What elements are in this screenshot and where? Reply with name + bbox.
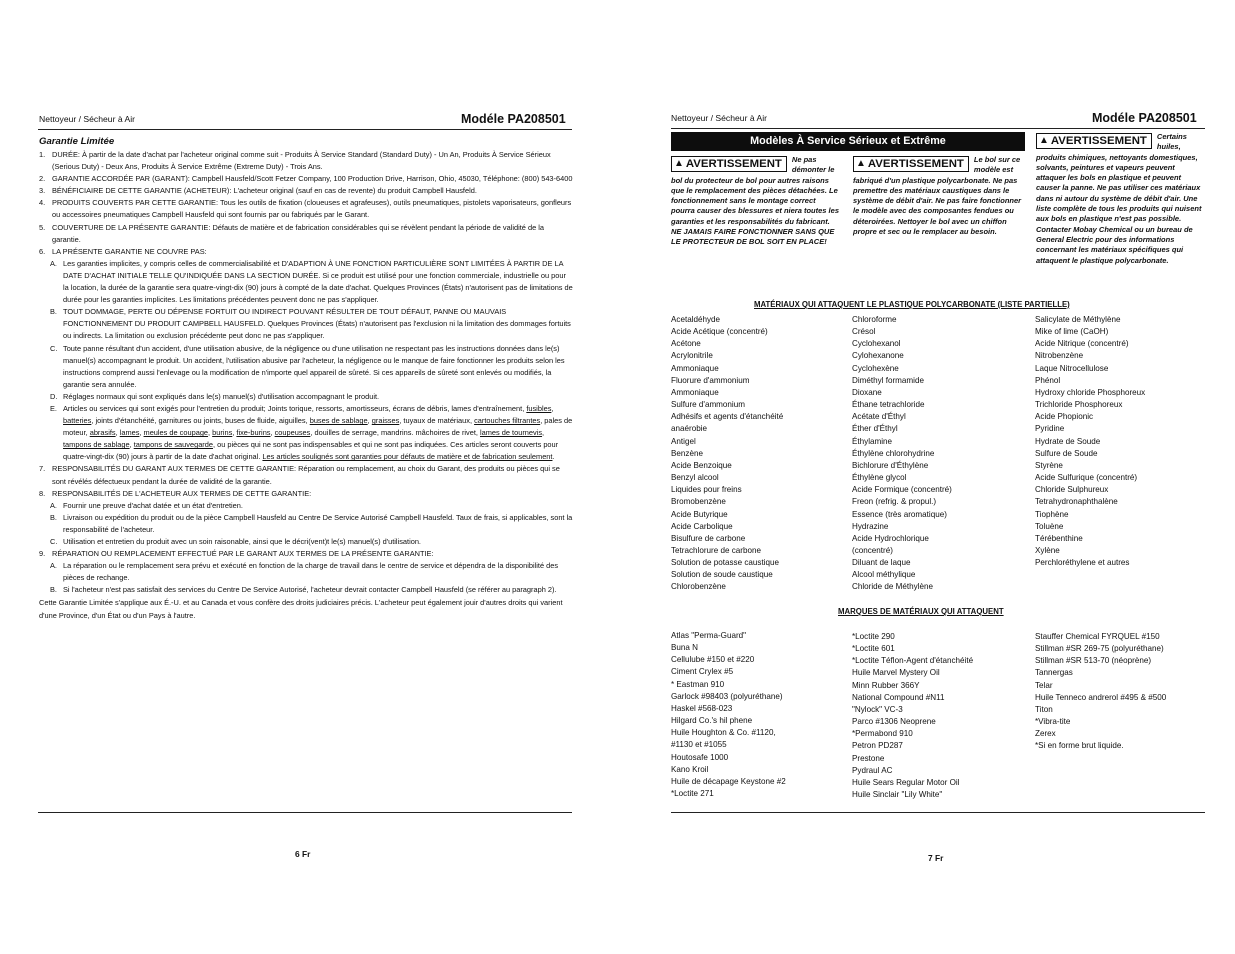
material-item: Éthylène chlorohydrine (852, 448, 935, 458)
warranty-subitem: C. Utilisation et entretien du produit avec un soin raisonable, ainsi que le décri(vent)t le(s) manuel(s) d'utilisation. (50, 537, 421, 546)
brand-item: #1130 et #1055 (671, 740, 727, 750)
header-title: Nettoyeur / Sécheur à Air (671, 113, 768, 123)
material-item: anaérobie (671, 424, 708, 434)
brand-item: Minn Rubber 366Y (852, 680, 920, 690)
brand-item: *Loctite 271 (671, 789, 714, 799)
materials-column-3 (1035, 314, 1145, 569)
warning-block-3 (1036, 132, 1204, 266)
brand-item: Cellulube #150 et #220 (671, 655, 755, 665)
brand-item: Huile Sinclair "Lily White" (852, 790, 943, 800)
brand-item: *Loctite Téflon-Agent d'étanchéité (852, 656, 974, 666)
warranty-subitem: B. TOUT DOMMAGE, PERTE OU DÉPENSE FORTUIT OU INDIRECT POUVANT RÉSULTER DE TOUT DÉFAUT, PANNE OU MAUVAIS FONCTIONNEMENT DU PRODUIT CAMPBELL HAUSFELD. Quelques Provinces (États) n'autorisent pas l'exclusion ni la limitation des dommages fortuits ou indirects. La limitation ou exclusion précédente peut donc ne pas s'appliquer. (50, 307, 571, 341)
material-item: Térébenthine (1035, 533, 1083, 543)
brands-column-2 (852, 631, 973, 801)
warranty-subitem: B. Livraison ou expédition du produit ou de la pièce Campbell Hausfeld au Centre De Service Autorisé Campbell Hausfeld. Taux de frais, si applicables, sont la responsabilité de l'acheteur. (50, 512, 573, 534)
material-item: Tetrahydronaphthalène (1035, 497, 1118, 507)
material-item: Cyclohexanol (852, 339, 901, 349)
brand-item: *Loctite 601 (852, 644, 895, 654)
warranty-item: 3. BÉNÉFICIAIRE DE CETTE GARANTIE (ACHETEUR): L'acheteur original (sauf en cas de revente) du produit Campbell Hausfeld. (39, 186, 477, 196)
brand-item: Huile Tenneco andrerol #495 & #500 (1035, 692, 1167, 702)
material-item: Hydrazine (852, 521, 889, 531)
warranty-item: 8. RESPONSABILITÉS DE L'ACHETEUR AUX TERMES DE CETTE GARANTIE: (39, 488, 312, 498)
material-item: Acide Butyrique (671, 509, 728, 519)
material-item: Solution de potasse caustique (671, 558, 779, 568)
materials-column-2 (852, 314, 952, 594)
material-item: Acide Carbolique (671, 521, 733, 531)
footer-rule (38, 812, 572, 813)
page-left (0, 0, 610, 954)
material-item: Solution de soude caustique (671, 570, 773, 580)
material-item: Acide Phopionic (1035, 412, 1094, 422)
warning-badge: ▲ AVERTISSEMENT (671, 156, 787, 172)
material-item: Salicylate de Méthylène (1035, 315, 1121, 324)
brand-item: Prestone (852, 753, 885, 763)
material-item: Bichlorure d'Éthylène (852, 460, 929, 470)
warranty-subitem: B. Si l'acheteur n'est pas satisfait des services du Centre De Service Autorisé, l'acheteur devrait contacter Campbell Hausfeld (se référer au paragraph 2). (50, 585, 557, 595)
material-item: Laque Nitrocellulose (1035, 363, 1109, 373)
header-title: Nettoyeur / Sécheur à Air (39, 114, 136, 124)
material-item: Acrylonitrile (671, 351, 713, 361)
brand-item: Petron PD287 (852, 741, 903, 751)
material-item: Chlorobenzène (671, 582, 726, 592)
warning-badge: ▲ AVERTISSEMENT (853, 156, 969, 172)
brands-column-3 (1035, 631, 1166, 753)
brands-title: MARQUES DE MATÉRIAUX QUI ATTAQUENT (838, 607, 1004, 616)
warranty-item: 6. LA PRÉSENTE GARANTIE NE COUVRE PAS: (39, 246, 207, 256)
material-item: Acide Formique (concentré) (852, 485, 952, 495)
material-item: Acide Nitrique (concentré) (1035, 339, 1129, 349)
brand-item: Huile de décapage Keystone #2 (671, 776, 786, 786)
warranty-subitem: D. Réglages normaux qui sont expliqués dans le(s) manuel(s) d'utilisation accompagnant le produit. (50, 391, 380, 401)
page-right (610, 0, 1235, 954)
material-item: Diluant de laque (852, 558, 911, 568)
material-item: Fluorure d'ammonium (671, 375, 750, 385)
material-item: Adhésifs et agents d'étanchéité (671, 412, 784, 422)
material-item: Cylohexanone (852, 351, 904, 361)
warranty-item: 1. DURÉE: À partir de la date d'achat par l'acheteur original comme suit - Produits À Service Standard (Standard Duty) - Un An, Produits À Service Sérieux (Serious Duty) - Deux Ans, Produits À Service Extrême (Extreme Duty) - Trois Ans. (39, 150, 551, 172)
material-item: Benzyl alcool (671, 473, 719, 483)
brand-item: Hilgard Co.'s hil phene (671, 716, 753, 726)
material-item: Crésol (852, 327, 876, 337)
material-item: Acetaldéhyde (671, 315, 721, 324)
material-item: Nitrobenzène (1035, 351, 1084, 361)
material-item: Hydroxy chloride Phosphoreux (1035, 387, 1146, 397)
warranty-item: 5. COUVERTURE DE LA PRÉSENTE GARANTIE: Défauts de matière et de fabrication considérables qui se révèlent pendant la période de validité de la garantie. (39, 222, 544, 244)
material-item: Essence (très aromatique) (852, 509, 947, 519)
material-item: Acide Hydrochlorique (852, 533, 929, 543)
material-item: Chloride de Méthylène (852, 582, 933, 592)
warranty-item-9: 9. RÉPARATION OU REMPLACEMENT EFFECTUÉ PAR LE GARANT AUX TERMES DE LA PRÉSENTE GARANTIE: (39, 549, 434, 559)
warranty-item: 2. GARANTIE ACCORDÉE PAR (GARANT): Campbell Hausfeld/Scott Fetzer Company, 100 Production Drive, Harrison, Ohio, 45030, Téléphone: (800) 543-6400 (39, 174, 573, 184)
warranty-subitem: C. Toute panne résultant d'un accident, d'une utilisation abusive, de la négligence ou d'une utilisation ne respectant pas les instructions données dans le(s) manuel(s) accompagnant le produit. Un accident, l'utilisation abusive par l'acheteur, la négligence ou le manque de faire fonctionner les produits selon les instructions comprend aussi l'enlevage ou la modification de n'importe quel appareil de sûreté. Si ces appareils de sûreté sont enlevés ou modifiés, la garantie sera annulée. (50, 343, 565, 389)
materials-column-1 (671, 314, 783, 594)
material-item: Alcool méthylique (852, 570, 916, 580)
material-item: Acide Acétique (concentré) (671, 327, 768, 337)
brand-item: Telar (1035, 680, 1053, 690)
brand-item: Stillman #SR 513-70 (néoprène) (1035, 656, 1152, 666)
brand-item: Parco #1306 Neoprene (852, 717, 936, 727)
warning-badge: ▲ AVERTISSEMENT (1036, 133, 1152, 149)
warranty-title: Garantie Limitée (39, 136, 115, 147)
warranty-final: Cette Garantie Limitée s'applique aux É.-U. et au Canada et vous confère des droits judiciaires précis. L'acheteur peut également jouir d'autres droits qui varient d'une Province, d'un État ou d'un Pays à l'autre. (39, 598, 563, 620)
material-item: Tetrachlorure de carbone (671, 545, 761, 555)
warning-triangle-icon: ▲ (1039, 135, 1049, 146)
material-item: Pyridine (1035, 424, 1065, 434)
material-item: Liquides pour freins (671, 485, 742, 495)
material-item: Chloride Sulphureux (1035, 485, 1109, 495)
brand-item: Stauffer Chemical FYRQUEL #150 (1035, 632, 1160, 641)
material-item: Acétate d'Éthyl (852, 412, 906, 422)
page-number: 6 Fr (295, 849, 311, 859)
brand-item: Huile Sears Regular Motor Oil (852, 777, 960, 787)
brand-item: "Nylock" VC-3 (852, 704, 903, 714)
material-item: Chloroforme (852, 315, 897, 324)
material-item: Ammoniaque (671, 387, 719, 397)
header-rule (38, 129, 572, 130)
material-item: Perchloréthylene et autres (1035, 558, 1130, 568)
brand-item: Titon (1035, 704, 1053, 714)
material-item: Sulfure de Soude (1035, 448, 1098, 458)
brand-item: Huile Houghton & Co. #1120, (671, 728, 776, 738)
brand-item: Atlas "Perma-Guard" (671, 631, 747, 640)
service-banner: Modèles À Service Sérieux et Extrême (671, 132, 1025, 151)
material-item: Éther d'Éthyl (852, 424, 898, 434)
brand-item: Houtosafe 1000 (671, 752, 729, 762)
material-item: Acétone (671, 339, 701, 349)
material-item: Benzène (671, 448, 703, 458)
material-item: Antigel (671, 436, 696, 446)
material-item: Éthane tetrachloride (852, 400, 925, 410)
brand-item: *Permabond 910 (852, 729, 913, 739)
material-item: Diméthyl formamide (852, 375, 924, 385)
material-item: Dioxane (852, 387, 882, 397)
material-item: Bisulfure de carbone (671, 533, 746, 543)
footer-rule (671, 812, 1205, 813)
brand-item: *Vibra-tite (1035, 717, 1071, 727)
warning-text: Le bol sur ce modèle est fabriqué d'un plastique polycarbonate. Ne pas premettre des matériaux caustiques dans le système de débit d'air. Ne pas faire fonctionner le modèle avec des composantes fendues ou déteroirées. Nettoyer le bol avec un chiffon propre et sec ou le remplacer au besoin. (853, 155, 1022, 237)
material-item: Freon (refrig. & propul.) (852, 497, 937, 507)
warranty-section (39, 135, 573, 622)
warning-text: Certains huiles, produits chimiques, nettoyants domestiques, solvants, peintures et vapeurs peuvent attaquer les bols en plastique et peuvent causer la panne. Ne pas utiliser ces matériaux dans ni autour du système de débit d'air. Une liste complète de tous les produits qui nuisent aux bols en plastique n'est pas possible. Contacter Mobay Chemical ou un bureau de General Electric pour des informations concernant les matériaux spécifiques qui attaquent le plastique polycarbonate. (1036, 132, 1202, 265)
warranty-item: 7. RESPONSABILITÉS DU GARANT AUX TERMES DE CETTE GARANTIE: Réparation ou remplacement, au choix du Garant, des produits ou pièces qui se sont révélés défectueux pendant la durée de validité de la garantie. (39, 464, 560, 486)
material-item: Styrène (1035, 460, 1063, 470)
material-item: Éthylamine (852, 436, 893, 446)
material-item: Sulfure d'ammonium (671, 400, 745, 410)
warranty-item-6e: E. Articles ou services qui sont exigés pour l'entretien du produit; Joints torique, ressorts, amortisseurs, écrans de débris, lames d'entraînement, fusibles, batteries, joints d'étanchéité, garnitures ou joints, buses de fluide, aiguilles, buses de sablage, graisses, tuyaux de matériaux, cartouches filtrantes, pales de moteur, abrasifs, lames, meules de coupage, burins, fixe-burins, coupeuses, douilles de serrage, mandrins. mâchoires de rivet, lames de tournevis, tampons de sablage, tampons de sauvegarde, ou pièces qui ne sont pas indispensables et qui ne sont pas indiquées. Ces articles seront couverts pour quatre-vingt-dix (90) jours à partir de la date d'achat original. Les articles soulignés sont garanties pour défauts de matière et de fabrication seulement. (50, 403, 573, 462)
material-item: Hydrate de Soude (1035, 436, 1101, 446)
material-item: Éthylène glycol (852, 473, 907, 483)
warranty-subitem: A. La réparation ou le remplacement sera prévu et exécuté en fonction de la charge de travail dans le centre de service et dépendra de la disponibilité des pièces de rechange. (50, 561, 559, 583)
material-item: Xylène (1035, 545, 1060, 555)
material-item: Acide Sulfurique (concentré) (1035, 473, 1138, 483)
brand-item: Ciment Crylex #5 (671, 667, 734, 677)
brand-item: National Compound #N11 (852, 692, 945, 702)
warning-triangle-icon: ▲ (856, 158, 866, 169)
warning-triangle-icon: ▲ (674, 158, 684, 169)
brand-item: Zerex (1035, 729, 1056, 739)
brand-item: Huile Marvel Mystery Oil (852, 668, 940, 678)
material-item: Toluène (1035, 521, 1064, 531)
header-rule (671, 128, 1205, 129)
material-item: Ammoniaque (671, 363, 719, 373)
brand-item: Pydraul AC (852, 765, 893, 775)
brands-column-1 (671, 630, 786, 800)
header-model: Modéle PA208501 (461, 112, 566, 126)
material-item: Acide Benzoique (671, 460, 732, 470)
brand-item: *Loctite 290 (852, 632, 895, 641)
material-item: Cyclohexène (852, 363, 899, 373)
brand-item: Tannergas (1035, 668, 1073, 678)
brand-item: Haskel #568-023 (671, 703, 733, 713)
warranty-item: 4. PRODUITS COUVERTS PAR CETTE GARANTIE: Tous les outils de fixation (cloueuses et agrafeuses), outils pneumatiques, pistolets vaporisateurs, gonfleurs ou accessoires pneumatiques Campbell Hausfeld qui sont fournis par ou fabriqués par le Garant. (39, 198, 572, 220)
material-item: Tiophène (1035, 509, 1069, 519)
brand-item: Garlock #98403 (polyuréthane) (671, 691, 783, 701)
brand-item: Stillman #SR 269-75 (polyuréthane) (1035, 644, 1164, 654)
warning-text: Ne pas démonter le bol du protecteur de bol pour autres raisons que le remplacement des pièces détachées. Le fonctionnement sans le montage correct pourra causer des blessures et niera toutes les garanties et les responsabilités du fabricant. NE JAMAIS FAIRE FONCTIONNER SANS QUE LE PROTECTEUR DE BOL SOIT EN PLACE! (671, 155, 839, 247)
header-model: Modéle PA208501 (1092, 111, 1197, 125)
brand-item: * Eastman 910 (671, 679, 725, 689)
brand-item: *Si en forme brut liquide. (1035, 741, 1124, 751)
brand-item: Buna N (671, 643, 698, 653)
warning-block-1 (671, 155, 839, 248)
warranty-subitem: A. Fournir une preuve d'achat datée et un état d'entretien. (50, 500, 243, 510)
material-item: Phénol (1035, 375, 1061, 385)
materials-title: MATÉRIAUX QUI ATTAQUENT LE PLASTIQUE POLYCARBONATE (LISTE PARTIELLE) (754, 300, 1070, 309)
material-item: Mike of lime (CaOH) (1035, 327, 1109, 337)
warning-block-2 (853, 155, 1023, 237)
page-number: 7 Fr (928, 853, 944, 863)
warranty-subitem: A. Les garanties implicites, y compris celles de commercialisabilité et D'ADAPTION À UNE FONCTION PARTICULIÈRE SONT LIMITÉES À PARTIR DE LA DATE D'ACHAT INITIALE TELLE QU'INDIQUÉE DANS LA SECTION DURÉE. Si ce produit est utilisé pour une fonction commerciale, industrielle ou pour la location, la durée de la garantie sera quatre-vingt-dix (90) jours à compté de la date d'achat. Quelques Provinces (États) n'autorisent pas de limitations de durée pour les garanties implicites. Les limitations précédentes peuvent donc ne pas s'appliquer. (50, 258, 573, 305)
material-item: (concentré) (852, 545, 893, 555)
brand-item: Kano Kroil (671, 764, 709, 774)
material-item: Bromobenzène (671, 497, 726, 507)
material-item: Trichloride Phosphoreux (1035, 400, 1123, 410)
